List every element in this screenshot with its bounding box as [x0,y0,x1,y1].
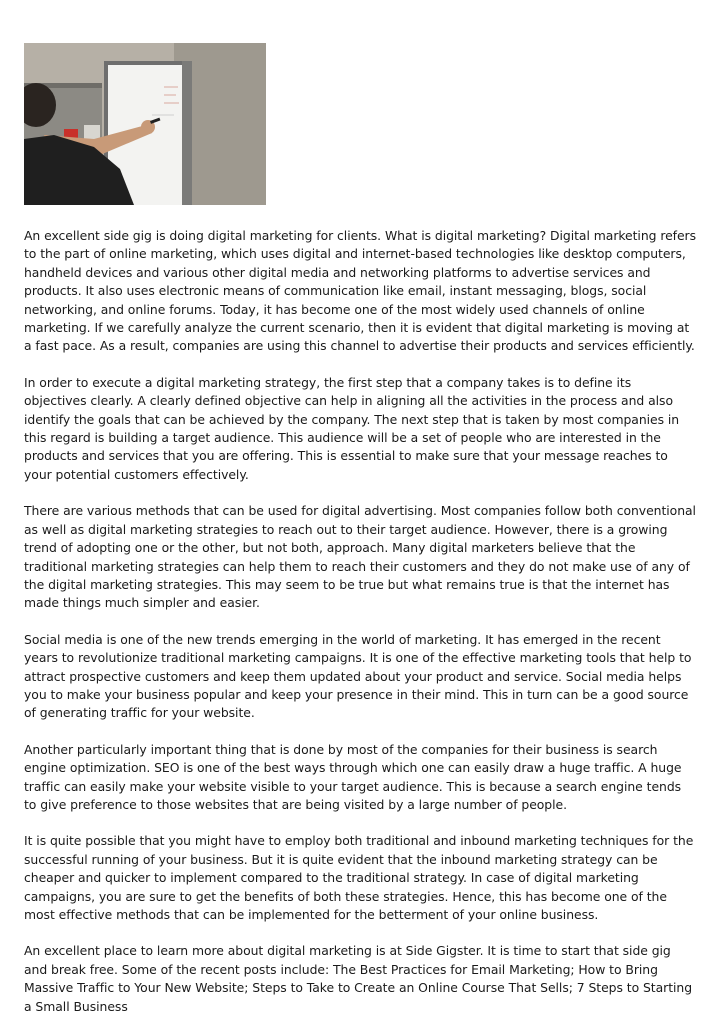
article-paragraph: Social media is one of the new trends emerging in the world of marketing. It has emerged in the recent years to revolutionize traditional marketing campaigns. It is one of the effective marketing tools that help to attract prospective customers and keep them updated about your product and service. Social media helps you to make your business popular and keep your presence in their mind. This in turn can be a good source of generating traffic for your website. [24,631,692,721]
article-body [24,227,696,1034]
article-paragraph: It is quite possible that you might have to employ both traditional and inbound marketing techniques for the successful running of your business. But it is quite evident that the inbound marketing strategy can be cheaper and quicker to implement compared to the traditional strategy. In case of digital marketing campaigns, you are sure to get the benefits of both these strategies. Hence, this has become one of the most effective methods that can be implemented for the betterment of your online business. [24,833,694,922]
article-paragraph: Another particularly important thing that is done by most of the companies for their business is search engine optimization. SEO is one of the best ways through which one can easily draw a huge traffic. A huge traffic can easily make your website visible to your target audience. This is because a search engine tends to give preference to those websites that are being visited by a large number of people. [24,741,682,812]
article-paragraph: There are various methods that can be used for digital advertising. Most companies follow both conventional as well as digital marketing strategies to reach out to their target audience. However, there is a growing trend of adopting one or the other, but not both, approach. Many digital marketers believe that the traditional marketing strategies can help them to reach their customers and they do not make use of any of the digital marketing strategies. This may seem to be true but what remains true is that the internet has made things much simpler and easier. [24,503,696,611]
hero-photo [24,43,266,205]
article-paragraph: An excellent place to learn more about digital marketing is at Side Gigster. It is time to start that side gig and break free. Some of the recent posts include: The Best Practices for Email Marketing; How to Bring Massive Traffic to Your New Website; Steps to Take to Create an Online Course That Sells; 7 Steps to Starting a Small Business [24,943,693,1014]
article-paragraph: In order to execute a digital marketing strategy, the first step that a company takes is to define its objectives clearly. A clearly defined objective can help in aligning all the activities in the process and also identify the goals that can be achieved by the company. The next step that is taken by most companies in this regard is building a target audience. This audience will be a set of people who are interested in the products and services that you are offering. This is essential to make sure that your message reaches to your potential customers effectively. [24,374,680,482]
article-paragraph: An excellent side gig is doing digital marketing for clients. What is digital marketing? Digital marketing refers to the part of online marketing, which uses digital and internet-based technologies like desktop computers, handheld devices and various other digital media and networking platforms to advertise services and products. It also uses electronic means of communication like email, instant messaging, blogs, social networking, and online forums. Today, it has become one of the most widely used channels of online marketing. If we carefully analyze the current scenario, then it is evident that digital marketing is moving at a fast pace. As a result, companies are using this channel to advertise their products and services efficiently. [24,228,697,354]
